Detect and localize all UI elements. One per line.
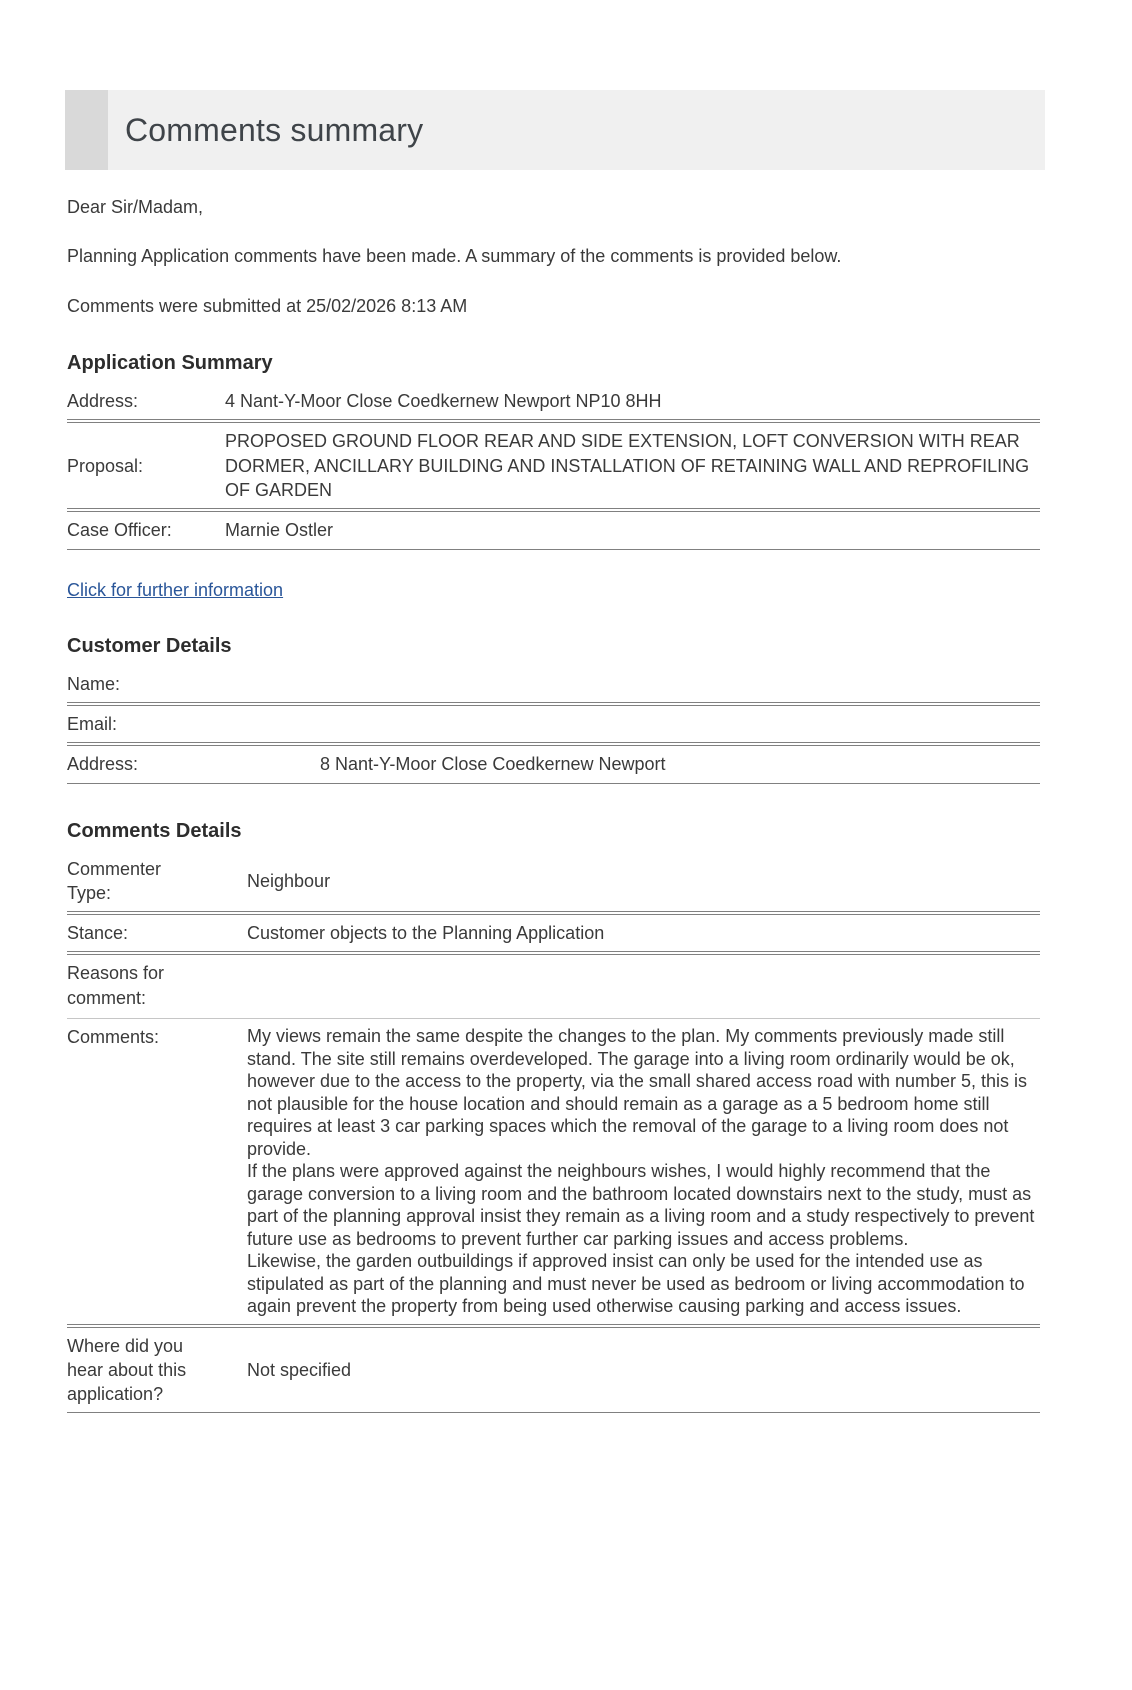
case-officer-value: Marnie Ostler bbox=[225, 511, 1040, 549]
application-proposal-value: PROPOSED GROUND FLOOR REAR AND SIDE EXTENSION, LOFT CONVERSION WITH REAR DORMER, ANCILLARY BUILDING AND INSTALLATION OF RETAINING WALL AND REPROFILING OF GARDEN bbox=[225, 422, 1040, 509]
table-row bbox=[67, 511, 1040, 549]
customer-email-value bbox=[320, 705, 1040, 743]
commenter-type-label: Commenter Type: bbox=[67, 851, 247, 913]
comments-details-heading: Comments Details bbox=[67, 819, 242, 842]
customer-name-label: Name: bbox=[67, 666, 320, 703]
customer-details-heading: Customer Details bbox=[67, 634, 232, 657]
page-title: Comments summary bbox=[125, 111, 424, 148]
salutation-text: Dear Sir/Madam, bbox=[67, 197, 204, 217]
customer-name-value bbox=[320, 666, 1040, 703]
table-row bbox=[67, 422, 1040, 509]
application-proposal-label: Proposal: bbox=[67, 422, 225, 509]
customer-email-label: Email: bbox=[67, 705, 320, 743]
table-row bbox=[67, 914, 1040, 952]
table-row bbox=[67, 705, 1040, 743]
submitted-timestamp-text: Comments were submitted at 25/02/2026 8:13 AM bbox=[67, 295, 468, 316]
customer-address-value: 8 Nant-Y-Moor Close Coedkernew Newport bbox=[320, 745, 1040, 783]
summary-intro-text: Planning Application comments have been made. A summary of the comments is provided below. bbox=[67, 246, 842, 267]
table-row bbox=[67, 383, 1040, 420]
customer-details-table bbox=[67, 664, 1040, 786]
comments-details-table bbox=[67, 849, 1040, 1416]
hear-about-value: Not specified bbox=[247, 1327, 1040, 1414]
comment-paragraph: My views remain the same despite the changes to the plan. My comments previously made still stand. The site still remains overdeveloped. The garage into a living room ordinarily would be ok, however due to the access to the property, via the small shared access road with number 5, this is not plausible for the house location and should remain as a garage as a 5 bedroom home still requires at least 3 car parking spaces which the removal of the garage to a living room does not provide. bbox=[247, 1026, 1028, 1159]
table-row bbox=[67, 954, 1040, 1016]
stance-value: Customer objects to the Planning Application bbox=[247, 914, 1040, 952]
header-accent-square bbox=[65, 90, 108, 170]
hear-about-label: Where did you hear about this application? bbox=[67, 1327, 247, 1414]
comment-paragraph: If the plans were approved against the neighbours wishes, I would highly recommend that the garage conversion to a living room and the bathroom located downstairs next to the study, must as part of the planning approval insist they remain as a living room and a study respectively to prevent future use as bedrooms to prevent further car parking issues and access problems. bbox=[247, 1161, 1035, 1249]
table-row bbox=[67, 1018, 1040, 1325]
table-row bbox=[67, 851, 1040, 913]
application-summary-table bbox=[67, 381, 1040, 551]
document-body bbox=[67, 196, 1040, 1415]
case-officer-label: Case Officer: bbox=[67, 511, 225, 549]
comments-value bbox=[247, 1018, 1040, 1325]
header-banner bbox=[65, 90, 1045, 170]
application-address-value: 4 Nant-Y-Moor Close Coedkernew Newport NP10 8HH bbox=[225, 383, 1040, 420]
reasons-for-comment-label: Reasons for comment: bbox=[67, 954, 247, 1016]
reasons-for-comment-value bbox=[247, 954, 1040, 1016]
comments-label: Comments: bbox=[67, 1018, 247, 1325]
table-row bbox=[67, 745, 1040, 783]
application-address-label: Address: bbox=[67, 383, 225, 420]
stance-label: Stance: bbox=[67, 914, 247, 952]
application-summary-heading: Application Summary bbox=[67, 352, 273, 375]
commenter-type-value: Neighbour bbox=[247, 851, 1040, 913]
customer-address-label: Address: bbox=[67, 745, 320, 783]
further-information-link[interactable]: Click for further information bbox=[67, 579, 284, 600]
table-row bbox=[67, 666, 1040, 703]
comment-paragraph: Likewise, the garden outbuildings if approved insist can only be used for the intended use as stipulated as part of the planning and must never be used as bedroom or living accommodation to again prevent the property from being used otherwise causing parking and access issues. bbox=[247, 1251, 1025, 1317]
table-row bbox=[67, 1327, 1040, 1414]
